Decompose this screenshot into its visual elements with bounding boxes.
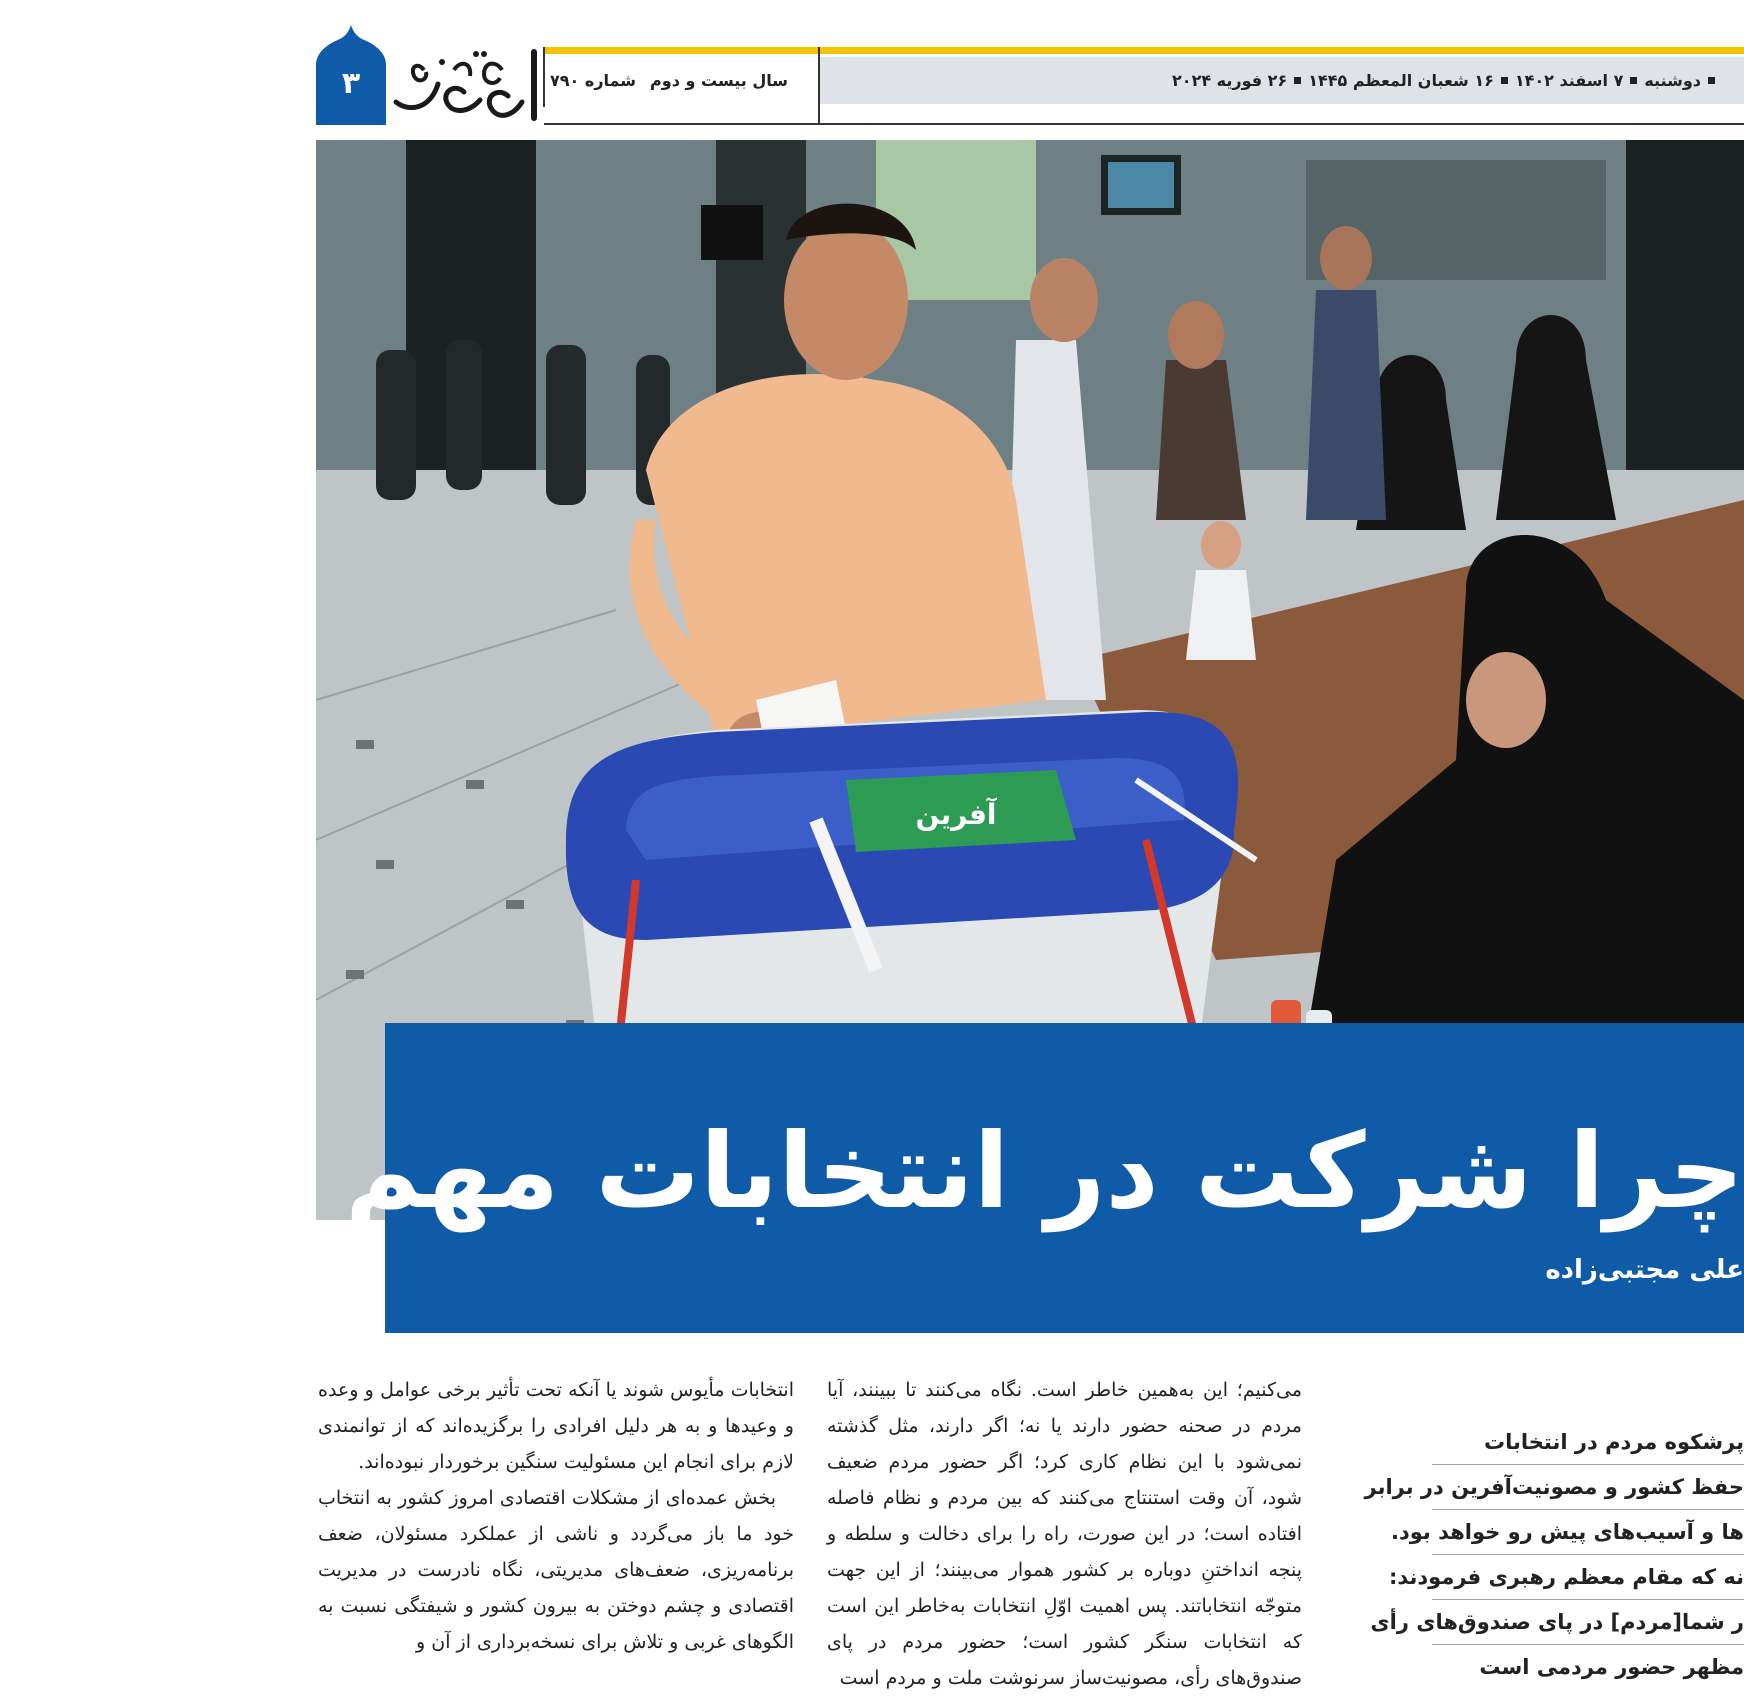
weekday: دوشنبه [1644, 71, 1701, 90]
solar-date: ۷ اسفند ۱۴۰۲ [1515, 71, 1623, 90]
pull-quote [1432, 1420, 1744, 1690]
article-author: علی مجتبی‌زاده [1545, 1255, 1744, 1285]
header-underline [544, 123, 1744, 125]
paragraph: انتخابات مأیوس شوند یا آنکه تحت تأثیر برخی عوامل و وعده و وعیدها و به هر دلیل افرادی را برگزیده‌اند که از توانمندی لازم برای انجام این مسئولیت سنگین برخوردار نبوده‌اند. [318, 1372, 794, 1480]
issue-number: شماره ۷۹۰ [550, 71, 636, 90]
headline-band [385, 1023, 1744, 1333]
pull-quote-line: ها و آسیب‌های پیش رو خواهد بود. [1432, 1510, 1744, 1555]
issue-bar [550, 57, 816, 104]
gregorian-date: ۲۶ فوریه ۲۰۲۴ [1172, 71, 1287, 90]
publication-logo [384, 40, 544, 125]
paragraph: بخش عمده‌ای از مشکلات اقتصادی امروز کشور به انتخاب خود ما باز می‌گردد و ناشی از عملکرد مسئولان، ضعف برنامه‌ریزی، ضعف‌های مدیریتی، نگاه نادرست در مدیریت اقتصادی و چشم دوختن به بیرون کشور و شیفتگی نسبت به الگوهای غربی و تلاش برای نسخه‌برداری از آن و [318, 1480, 794, 1660]
ballot-label: آفرین [915, 797, 997, 831]
pull-quote-line: حفظ کشور و مصونیت‌آفرین در برابر [1432, 1465, 1744, 1510]
bullet-square-icon [1501, 77, 1508, 84]
date-bar [819, 57, 1744, 104]
volume-year: سال بیست و دوم [650, 71, 788, 90]
paragraph: می‌کنیم؛ این به‌همین خاطر است. نگاه می‌کنند تا ببینند، آیا مردم در صحنه حضور دارند یا نه؛ اگر دارند، مثل گذشته نمی‌شود با این نظام کاری کرد؛ اگر حضور مردم ضعیف شود، آن وقت استنتاج می‌کنند که بین مردم و نظام فاصله افتاده است؛ در این صورت، راه را برای دخالت و سلطه و پنجه انداختنِ دوباره بر کشور هموار می‌بینند؛ از این جهت متوجّه انتخاباتند. پس اهمیت اوّلِ انتخابات به‌خاطر این است که انتخابات سنگر کشور است؛ حضور مردم در پای صندوق‌های رأی، مصونیت‌ساز سرنوشت ملت و مردم است [827, 1372, 1302, 1696]
pull-quote-line: نه که مقام معظم رهبری فرمودند: [1432, 1555, 1744, 1600]
pull-quote-line: مظهر حضور مردمی است [1432, 1645, 1744, 1690]
article-headline: چرا شرکت در انتخابات مهم است؟ [385, 1106, 1744, 1236]
lunar-date: ۱۶ شعبان المعظم ۱۴۴۵ [1308, 71, 1494, 90]
header-divider [818, 47, 820, 125]
header-accent-rule [544, 47, 1744, 54]
pull-quote-line: ر شما[مردم] در پای صندوق‌های رأی [1432, 1600, 1744, 1645]
logo-calligraphy-icon [384, 40, 544, 125]
page-number: ۳ [316, 66, 386, 101]
article-column-middle [827, 1372, 1302, 1696]
bullet-square-icon [1708, 77, 1715, 84]
pull-quote-line: پرشکوه مردم در انتخابات [1432, 1420, 1744, 1465]
bullet-square-icon [1630, 77, 1637, 84]
article-column-left [318, 1372, 794, 1660]
bullet-square-icon [1294, 77, 1301, 84]
